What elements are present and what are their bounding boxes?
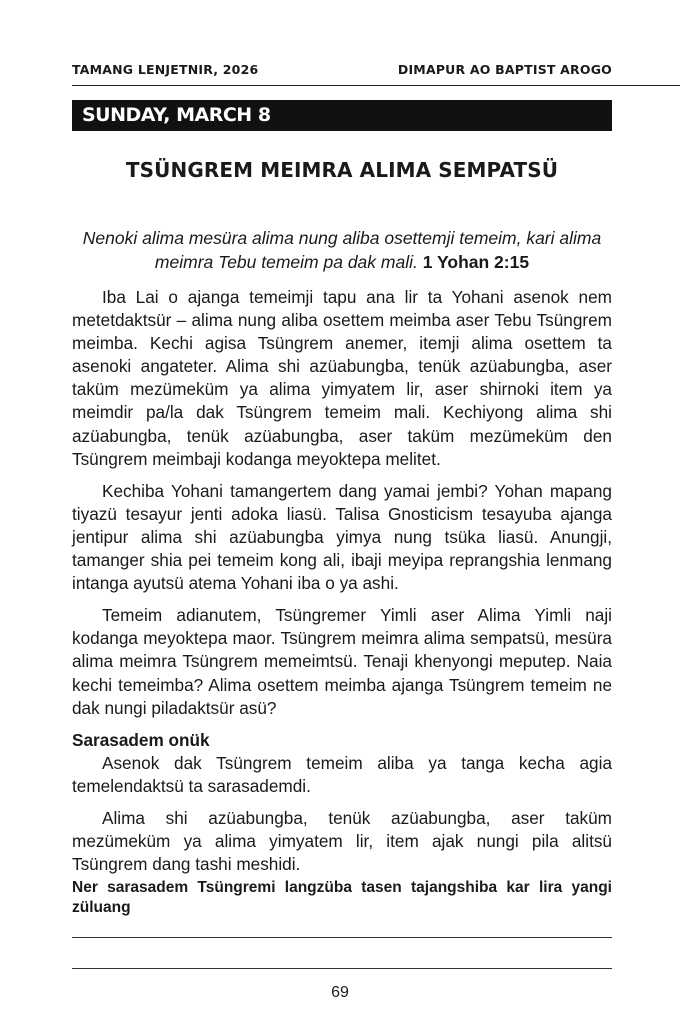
body-paragraph: Kechiba Yohani tamangertem dang yamai jembi? Yohan mapang tiyazü tesayur jenti adoka liasü. Talisa Gnosticism tesayuba ajanga jentipur alima shi azüabungba yimya nung tsüka liasü. Anungji, tamanger shia pei temeim kong ali, ibaji meyipa reprangshia lenmang intanga ayutsü atema Yohani iba o ya ashi. <box>72 480 612 594</box>
key-verse <box>80 226 604 274</box>
header-left: TAMANG LENJETNIR, 2026 <box>72 62 259 77</box>
body-paragraph: Iba Lai o ajanga temeimji tapu ana lir ta Yohani asenok nem metetdaktsür – alima nung aliba osettem meimba aser Tebu Tsüngrem meimba. Kechi agisa Tsüngrem anemer, itemji alima osettem ta asenoki angateter. Alima shi azüabungba, tenük azüabungba, aser taküm mezümeküm ya alima yimyatem lir, aser shirnoki item ya meimdir pa/la dak Tsüngrem temeim mali. Kechiyong alima shi azüabungba, tenük azüabungba, aser taküm mezümeküm den Tsüngrem meimbaji kodanga meyoktepa melitet. <box>72 287 612 469</box>
reflection-paragraph: Alima shi azüabungba, tenük azüabungba, aser taküm mezümeküm ya alima yimyatem lir, item ajak nungi pila alitsü Tsüngrem dang tashi meshidi. <box>72 807 612 875</box>
date-banner: SUNDAY, MARCH 8 <box>72 100 612 131</box>
header-right: DIMAPUR AO BAPTIST AROGO <box>397 62 612 77</box>
writing-line <box>72 968 612 969</box>
reflection-paragraph: Asenok dak Tsüngrem temeim aliba ya tanga kecha agia temelendaktsü ta sarasademdi. <box>72 752 612 796</box>
reflection-heading: Sarasadem onük <box>72 729 210 750</box>
running-header <box>72 62 612 77</box>
header-rule <box>72 85 680 86</box>
verse-reference: 1 Yohan 2:15 <box>422 252 530 272</box>
devotion-title: TSÜNGREM MEIMRA ALIMA SEMPATSÜ <box>125 158 559 182</box>
writing-line <box>72 937 612 938</box>
writing-prompt: Ner sarasadem Tsüngremi langzüba tasen tajangshiba kar lira yangi züluang <box>72 879 612 916</box>
page-number: 69 <box>331 984 349 1001</box>
devotion-body <box>72 286 612 885</box>
body-paragraph: Temeim adianutem, Tsüngremer Yimli aser Alima Yimli naji kodanga meyoktepa maor. Tsüngrem meimra alima sempatsü, mesüra alima meimra Tsüngrem memeimtsü. Tenaji khenyongi meputep. Naia kechi temeimba? Alima osettem meimba ajanga Tsüngrem temeim ne dak nungi piladaktsür asü? <box>72 605 612 718</box>
verse-text: Nenoki alima mesüra alima nung aliba osettemji temeim, kari alima meimra Tebu temeim pa dak mali. <box>82 228 602 272</box>
